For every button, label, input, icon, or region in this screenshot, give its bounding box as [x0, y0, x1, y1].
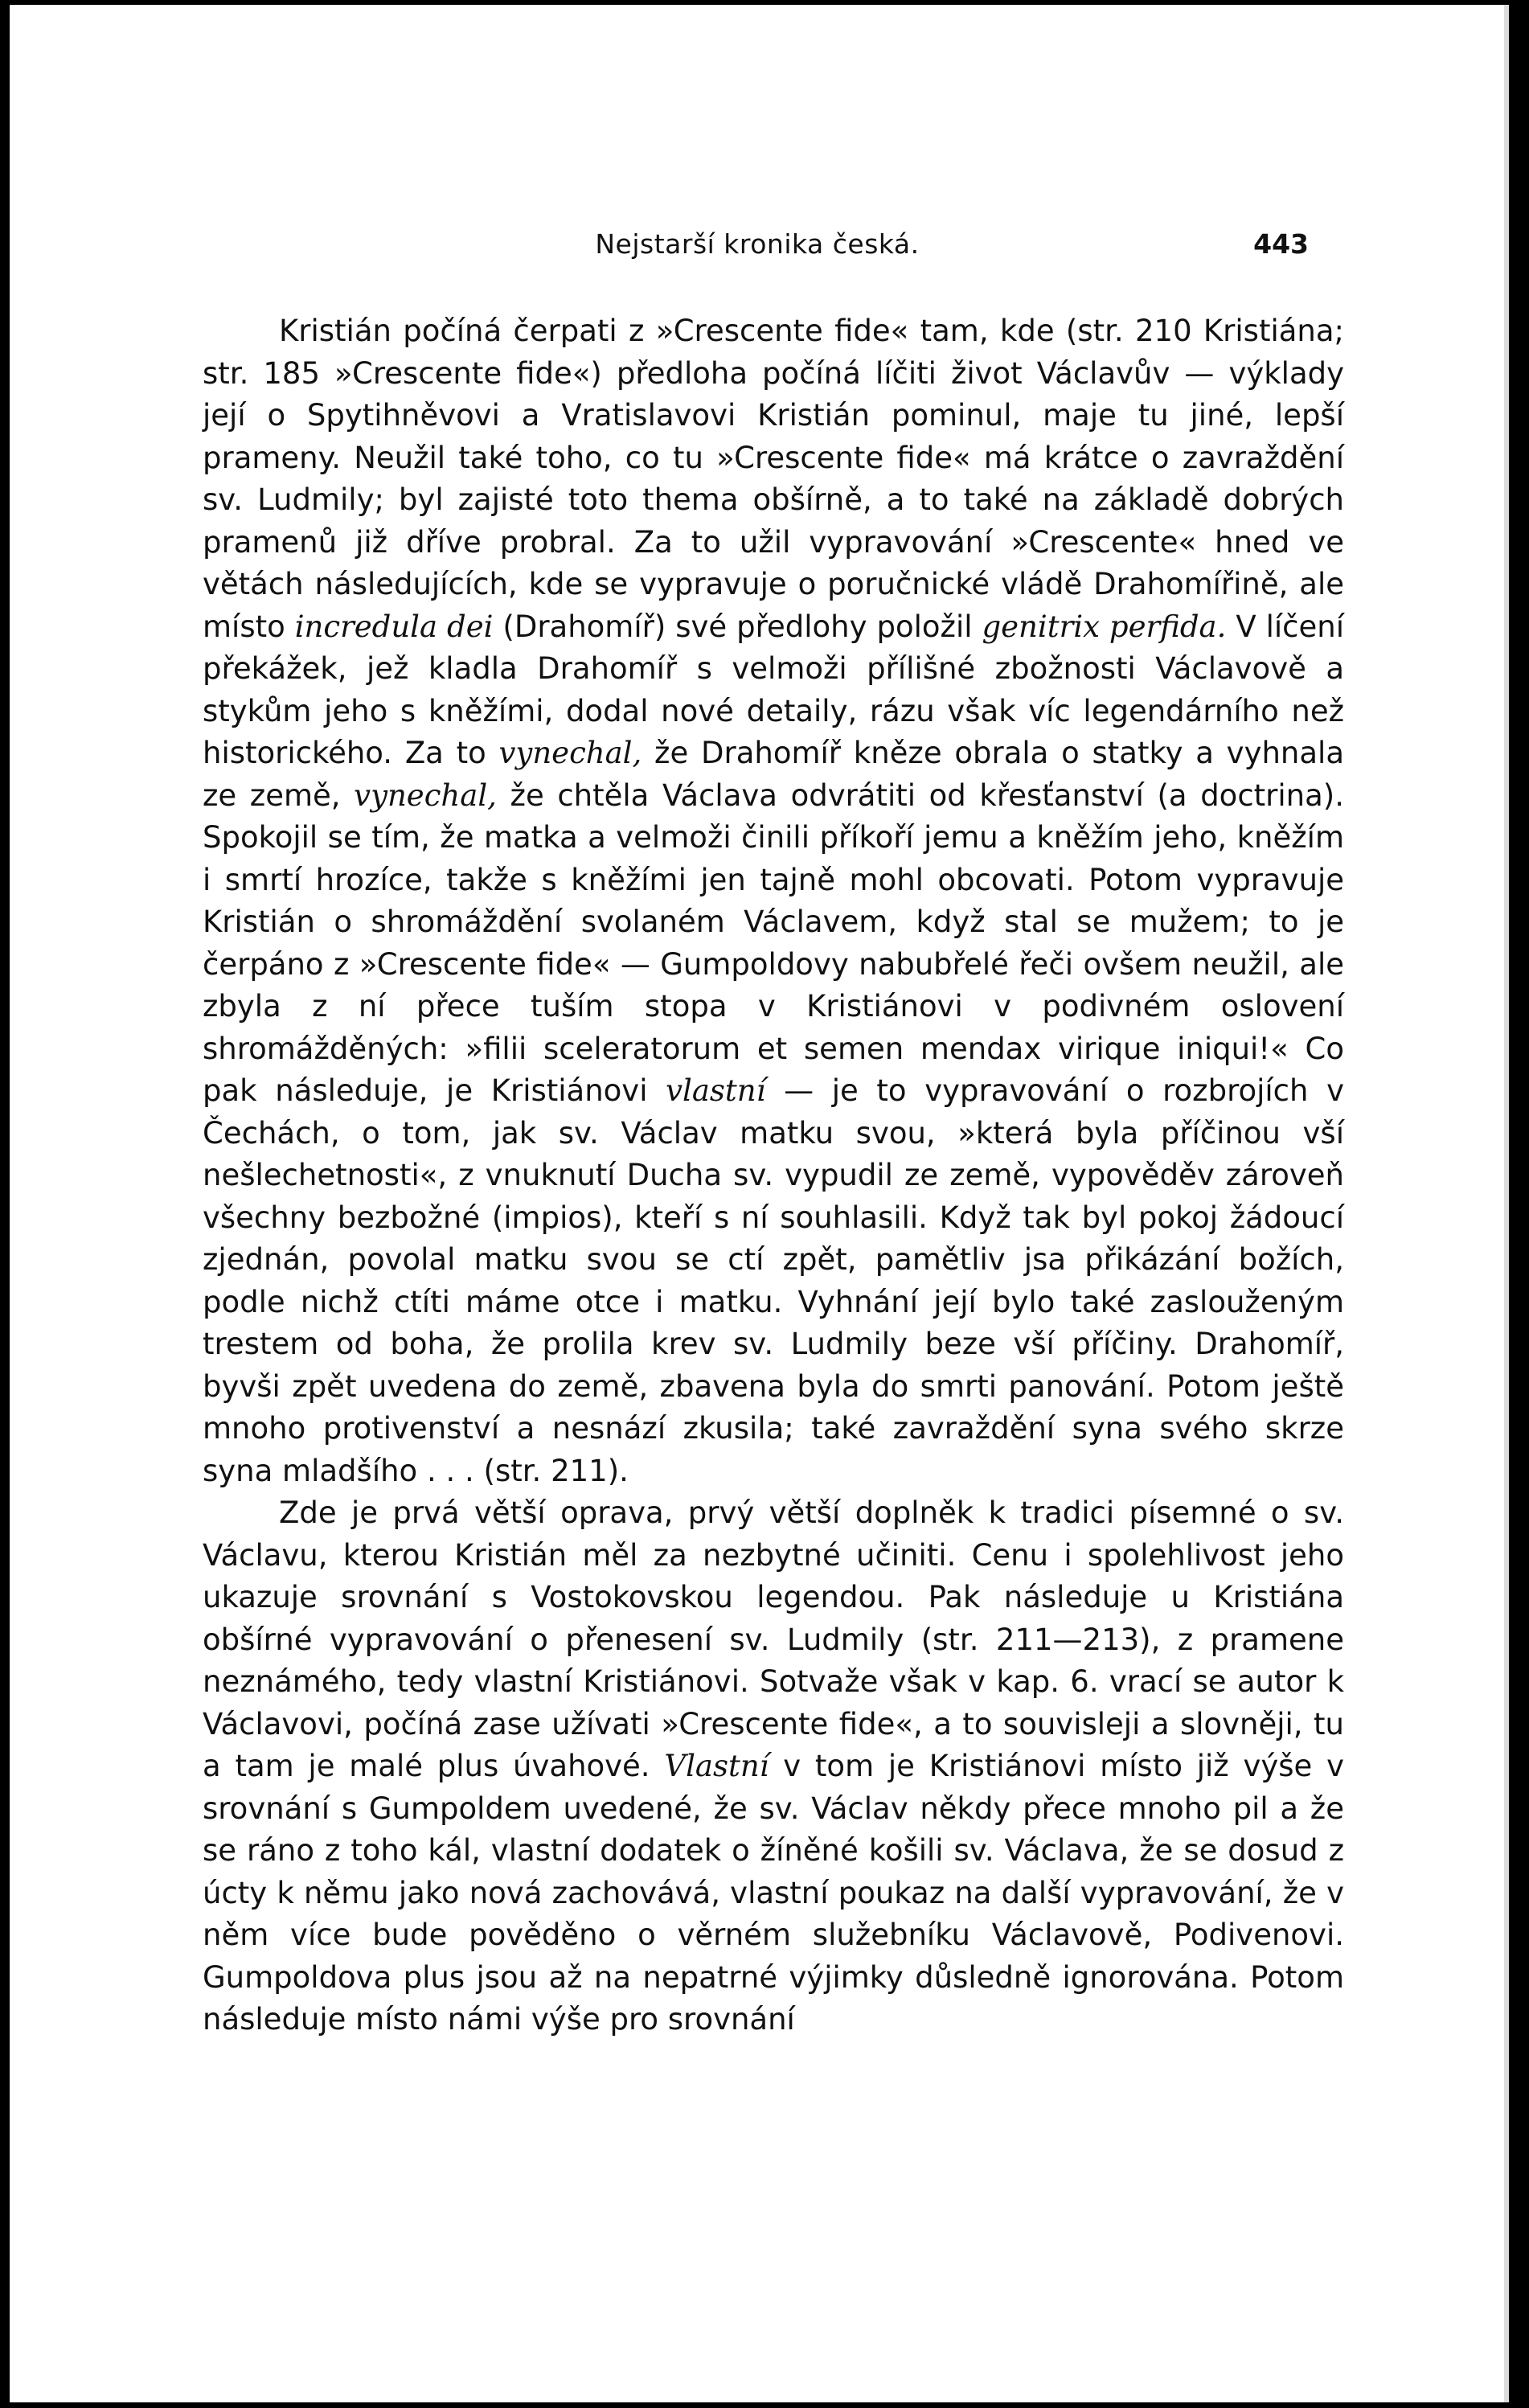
- text-run: Kristián počíná čerpati z »Crescente fide« tam, kde (str. 210 Kristiána; str. 185 »Crescente fide«) předloha počíná líčiti život Václavův — výklady její o Spytihněvovi a Vratislavovi Kristián pominul, maje tu jiné, lepší prameny. Neužil také toho, co tu »Crescente fide« má krátce o zavraždění sv. Ludmily; byl zajisté toto thema obšírně, a to také na základě dobrých pramenů již dříve probral. Za to užil vypravování »Crescente« hned ve větách následujících, kde se vypravuje o poručnické vládě Drahomířině, ale místo: [203, 314, 1344, 644]
- text-run: v tom je Kristiánovi místo již výše v srovnání s Gumpoldem uvedené, že sv. Václav někdy přece mnoho pil a že se ráno z toho kál, vlastní dodatek o žíněné košili sv. Václava, že se dosud z úcty k němu jako nová zachovává, vlastní poukaz na další vypravování, že v něm více bude pověděno o věrném služebníku Václavově, Podivenovi. Gumpoldova plus jsou až na nepatrné výjimky důsledně ignorována. Potom následuje místo námi výše pro srovnání: [203, 1749, 1344, 2037]
- page-edge: [1504, 5, 1509, 2402]
- running-head: [203, 222, 1312, 270]
- text-run: V líčení překážek, jež kladla Drahomíř s velmoži přílišné zbožnosti Václavově a stykům jeho s kněžími, dodal nové detaily, rázu však víc legendárního než historického. Za to: [203, 609, 1344, 770]
- italic-term: vlastní: [666, 1073, 766, 1108]
- text-run: Zde je prvá větší oprava, prvý větší doplněk k tradici písemné o sv. Václavu, kterou Kristián měl za nezbytné učiniti. Cenu i spolehlivost jeho ukazuje srovnání s Vostokovskou legendou. Pak následuje u Kristiána obšírné vypravování o přenesení sv. Ludmily (str. 211—213), z pramene neznámého, tedy vlastní Kristiánovi. Sotvaže však v kap. 6. vrací se autor k Václavovi, počíná zase užívati »Crescente fide«, a to souvisleji a slovněji, tu a tam je malé plus úvahové.: [203, 1495, 1344, 1783]
- paragraph: [203, 1492, 1344, 2041]
- italic-term: vynechal,: [498, 736, 642, 770]
- paragraph: [203, 310, 1344, 1492]
- italic-term: vynechal,: [354, 777, 497, 813]
- text-run: — je to vypravování o rozbrojích v Čechách, o tom, jak sv. Václav matku svou, »která byla příčinou vší nešlechetnosti«, z vnuknutí Ducha sv. vypudil ze země, vypověděv zároveň všechny bezbožné (impios), kteří s ní souhlasili. Když tak byl pokoj žádoucí zjednán, povolal matku svou se ctí zpět, pamětliv jsa přikázání božích, podle nichž ctíti máme otce i matku. Vyhnání její bylo také zaslouženým trestem od boha, že prolila krev sv. Ludmily beze vší příčiny. Drahomíř, byvši zpět uvedena do země, zbavena byla do smrti panování. Potom ještě mnoho protivenství a nesnází zkusila; také zavraždění syna svého skrze syna mladšího . . . (str. 211).: [203, 1073, 1344, 1488]
- text-run: že Drahomíř kněze obrala o statky a vyhnala ze země,: [203, 736, 1344, 813]
- page-number: 443: [1253, 228, 1309, 260]
- italic-term: genitrix perfida.: [982, 609, 1227, 644]
- italic-term: incredula dei: [294, 609, 494, 644]
- text-run: (Drahomíř) své předlohy položil: [493, 609, 982, 644]
- text-run: že chtěla Václava odvrátiti od křesťanství (a doctrina). Spokojil se tím, že matka a velmoži činili příkoří jemu a kněžím jeho, kněžím i smrtí hrozíce, takže s kněžími jen tajně mohl obcovati. Potom vypravuje Kristián o shromáždění svolaném Václavem, když stal se mužem; to je čerpáno z »Crescente fide« — Gumpoldovy nabubřelé řeči ovšem neužil, ale zbyla z ní přece tuším stopa v Kristiánovi v podivném oslovení shromážděných: »filii sceleratorum et semen mendax virique iniqui!« Co pak následuje, je Kristiánovi: [203, 777, 1344, 1108]
- body-text: [203, 310, 1344, 2041]
- running-title: Nejstarší kronika česká.: [595, 228, 920, 260]
- italic-term: Vlastní: [664, 1749, 769, 1783]
- book-page: [10, 5, 1509, 2402]
